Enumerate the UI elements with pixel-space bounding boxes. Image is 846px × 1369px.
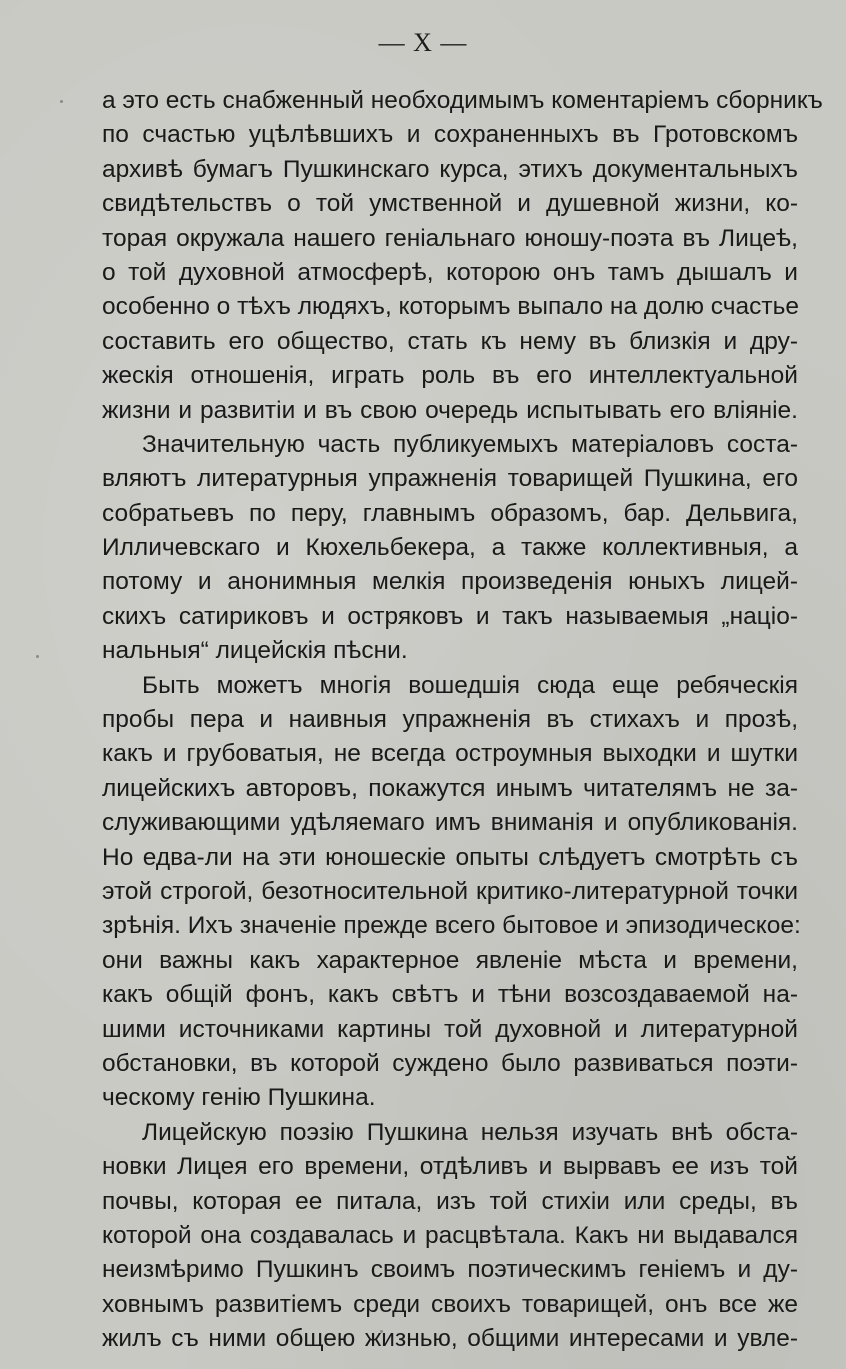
text-line: которой она создавалась и расцвѣтала. Какъ ни выдавался <box>102 1221 798 1249</box>
paragraph-3 <box>102 669 801 1116</box>
text-line: по счастью уцѣлѣвшихъ и сохраненныхъ въ Гротовскомъ <box>102 121 798 149</box>
text-line: какъ и грубоватыя, не всегда остроумныя выходки и шутки <box>102 740 798 768</box>
paragraph-1 <box>102 84 823 428</box>
text-line: Быть можетъ многія вошедшія сюда еще ребяческія <box>142 671 798 699</box>
text-line: свидѣтельствъ о той умственной и душевной жизни, ко- <box>102 190 798 218</box>
text-line: лицейскихъ авторовъ, покажутся инымъ читателямъ не за- <box>102 774 798 802</box>
scan-speck <box>60 100 63 103</box>
text-line: составить его общество, стать къ нему въ близкія и дру- <box>102 327 798 355</box>
text-line: нальныя“ лицейскія пѣсни. <box>102 637 408 665</box>
text-line: торая окружала нашего геніальнаго юношу-поэта въ Лицеѣ, <box>102 224 798 252</box>
text-line: собратьевъ по перу, главнымъ образомъ, бар. Дельвига, <box>102 499 798 527</box>
text-line: Значительную часть публикуемыхъ матеріаловъ соста- <box>142 430 798 458</box>
text-line: они важны какъ характерное явленіе мѣста и времени, <box>102 946 798 974</box>
text-line: Илличевскаго и Кюхельбекера, а также коллективныя, а <box>102 534 798 562</box>
text-line: потому и анонимныя мелкія произведенія юныхъ лицей- <box>102 568 798 596</box>
text-line: а это есть снабженный необходимымъ коментаріемъ сборникъ <box>102 87 823 114</box>
text-line: почвы, которая ее питала, изъ той стихіи или среды, въ <box>102 1187 798 1215</box>
text-line: пробы пера и наивныя упражненія въ стихахъ и прозѣ, <box>102 706 798 734</box>
text-line: Лицейскую поэзію Пушкина нельзя изучать внѣ обста- <box>142 1118 798 1146</box>
text-line: о той духовной атмосферѣ, которою онъ тамъ дышалъ и <box>102 258 798 286</box>
text-line: архивѣ бумагъ Пушкинскаго курса, этихъ документальныхъ <box>102 155 798 183</box>
text-line: неизмѣримо Пушкинъ своимъ поэтическимъ геніемъ и ду- <box>102 1256 798 1284</box>
text-line: какъ общій фонъ, какъ свѣтъ и тѣни возсоздаваемой на- <box>102 981 798 1009</box>
paragraph-4 <box>102 1116 798 1357</box>
text-line: жескія отношенія, играть роль въ его интеллектуальной <box>102 362 798 390</box>
text-line: жилъ съ ними общею жизнью, общими интересами и увле- <box>102 1325 798 1353</box>
text-line: зрѣнія. Ихъ значеніе прежде всего бытовое и эпизодическое: <box>102 912 801 940</box>
paragraph-2 <box>102 428 798 669</box>
text-line: ческому генію Пушкина. <box>102 1084 376 1112</box>
scan-speck <box>36 655 39 658</box>
text-line: служивающими удѣляемаго имъ вниманія и опубликованія. <box>102 809 798 837</box>
text-line: новки Лицея его времени, отдѣливъ и вырвавъ ее изъ той <box>102 1153 798 1181</box>
text-line: этой строгой, безотносительной критико-литературной точки <box>102 877 798 905</box>
text-line: обстановки, въ которой суждено было развиваться поэти- <box>102 1049 798 1077</box>
text-line: особенно о тѣхъ людяхъ, которымъ выпало на долю счастье <box>102 293 799 321</box>
scan-speck <box>380 1330 383 1333</box>
page-number: — X — <box>378 28 468 57</box>
text-line: ховнымъ развитіемъ среди своихъ товарищей, онъ все же <box>102 1290 798 1318</box>
body-text <box>102 84 823 1356</box>
text-line: Но едва-ли на эти юношескіе опыты слѣдуетъ смотрѣть съ <box>102 843 798 871</box>
text-line: вляютъ литературныя упражненія товарищей Пушкина, его <box>102 465 798 493</box>
text-line: шими источниками картины той духовной и литературной <box>102 1015 798 1043</box>
text-line: жизни и развитіи и въ свою очередь испытывать его вліяніе. <box>102 396 798 424</box>
text-line: скихъ сатириковъ и остряковъ и такъ называемыя „націо- <box>102 602 798 630</box>
